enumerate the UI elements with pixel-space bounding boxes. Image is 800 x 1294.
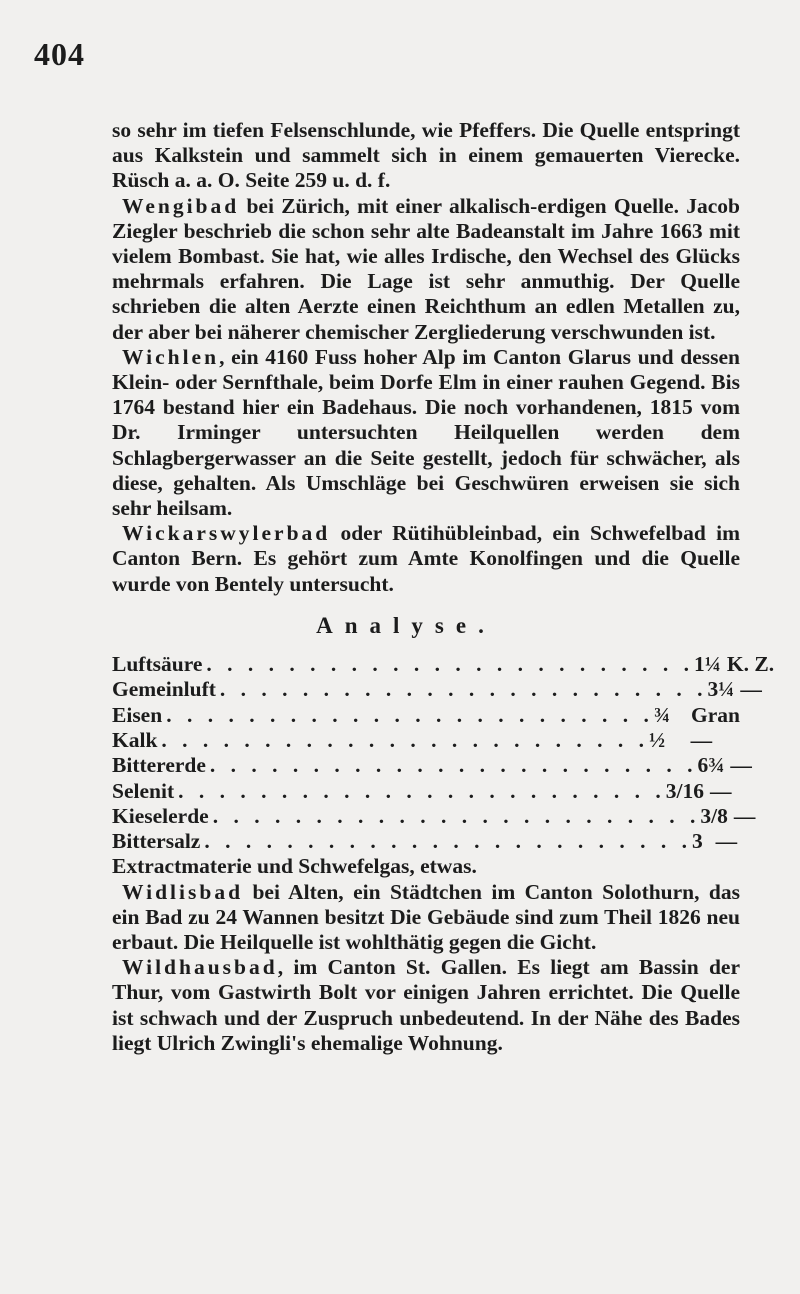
analysis-row [112,728,740,753]
entry-wichlen [112,345,740,521]
substance-value: 1¼ [694,652,721,677]
page-number: 404 [34,36,85,72]
substance-name: Bittererde [112,753,206,778]
substance-name: Eisen [112,702,163,727]
entry-name: Wengibad [122,193,240,218]
substance-unit: — [733,803,756,828]
analysis-row [112,779,740,804]
entry-text: bei Zürich, mit einer alkalisch-erdigen Quelle. Jacob Ziegler beschrieb die schon sehr alte Badeanstalt im Jahre 1663 mit vielem Bombast. Sie hat, wie alles Irdische, den Wechsel des Glücks mehrmals erfahren. Die Lage ist sehr anmuthig. Der Quelle schrieben die alten Aerzte einen Reichthum an edlen Metallen zu, der aber bei näherer chemischer Zergliederung verschwunden ist. [112,193,740,344]
entry-widlisbad [112,880,740,956]
substance-value: 3 [691,829,703,854]
entry-wengibad [112,194,740,345]
entry-text: , im Canton St. Gallen. Es liegt am Bassin der Thur, vom Gastwirth Bolt vor einigen Jahren errichtet. Die Quelle ist schwach und der Zuspruch unbedeutend. In der Nähe des Bades liegt Ulrich Zwingli's ehemalige Wohnung. [112,955,740,1055]
entry-wildhausbad [112,955,740,1056]
analysis-row [112,652,775,677]
leader-dots: . . . . . . . . . . . . . . . . . . . . . . . . [161,727,650,752]
entry-name: Wildhausbad [122,955,278,980]
substance-unit: — [709,778,732,803]
substance-name: Kalk [112,727,158,752]
substance-value: 3/16 [665,778,704,803]
leader-dots: . . . . . . . . . . . . . . . . . . . . . . . . [212,803,701,828]
substance-unit: Gran [691,702,740,727]
substance-unit: — [740,677,762,702]
analysis-row [112,753,752,778]
page-body [112,118,775,1056]
substance-unit: — [715,829,738,854]
substance-name: Selenit [112,778,175,803]
substance-unit: K. Z. [726,652,775,677]
entry-name: Wickarswylerbad [122,521,331,546]
leader-dots: . . . . . . . . . . . . . . . . . . . . . . . . [204,829,692,854]
leader-dots: . . . . . . . . . . . . . . . . . . . . . . . . [219,677,708,702]
entry-text: oder Rütihübleinbad, ein Schwefelbad im Canton Bern. Es gehört zum Amte Konolfingen und die Quelle wurde von Bentely untersucht. [112,521,740,596]
substance-value: ½ [649,727,666,752]
entry-name: Widlisbad [122,879,244,904]
analysis-row [112,829,740,854]
paragraph-pfeffers-continuation: so sehr im tiefen Felsenschlunde, wie Pfeffers. Die Quelle entspringt aus Kalkstein und sammelt sich in einem gemauerten Vierecke. Rüsch a. a. O. Seite 259 u. d. f. [112,118,740,193]
analysis-row [112,703,740,728]
leader-dots: . . . . . . . . . . . . . . . . . . . . . . . . [206,652,695,677]
substance-value: 6¾ [697,753,725,778]
substance-unit: — [690,727,713,752]
substance-unit: — [730,753,752,778]
leader-dots: . . . . . . . . . . . . . . . . . . . . . . . . [209,753,698,778]
leader-dots: . . . . . . . . . . . . . . . . . . . . . . . . [178,778,666,803]
analysis-heading: Analyse. [316,612,496,638]
entry-wickarswylerbad [112,521,740,597]
substance-value: 3/8 [700,803,728,828]
substance-value: 3¼ [707,677,735,702]
substance-value: ¾ [653,702,670,727]
substance-name: Bittersalz [112,829,201,854]
substance-name: Luftsäure [112,652,203,677]
analysis-table [112,652,775,854]
analysis-row [112,677,762,702]
substance-name: Gemeinluft [112,677,216,702]
substance-name: Kieselerde [112,803,209,828]
entry-text: , ein 4160 Fuss hoher Alp im Canton Glarus und dessen Klein- oder Sernfthale, beim Dorfe Elm in einer rauhen Gegend. Bis 1764 bestand hier ein Badehaus. Die noch vorhandenen, 1815 vom Dr. Irminger untersuchten Heilquellen werden dem Schlagbergerwasser an die Seite gestellt, jedoch für schwächer, als diese, gehalten. Als Umschläge bei Geschwüren erweisen sie sich sehr heilsam. [112,344,740,521]
leader-dots: . . . . . . . . . . . . . . . . . . . . . . . . [166,702,654,727]
analysis-row [112,803,756,829]
entry-text: bei Alten, ein Städtchen im Canton Solothurn, das ein Bad zu 24 Wannen besitzt Die Gebäude sind zum Theil 1826 neu erbaut. Die Heilquelle ist wohlthätig gegen die Gicht. [112,879,740,955]
analysis-footer: Extractmaterie und Schwefelgas, etwas. [112,854,477,879]
entry-name: Wichlen [122,344,220,369]
